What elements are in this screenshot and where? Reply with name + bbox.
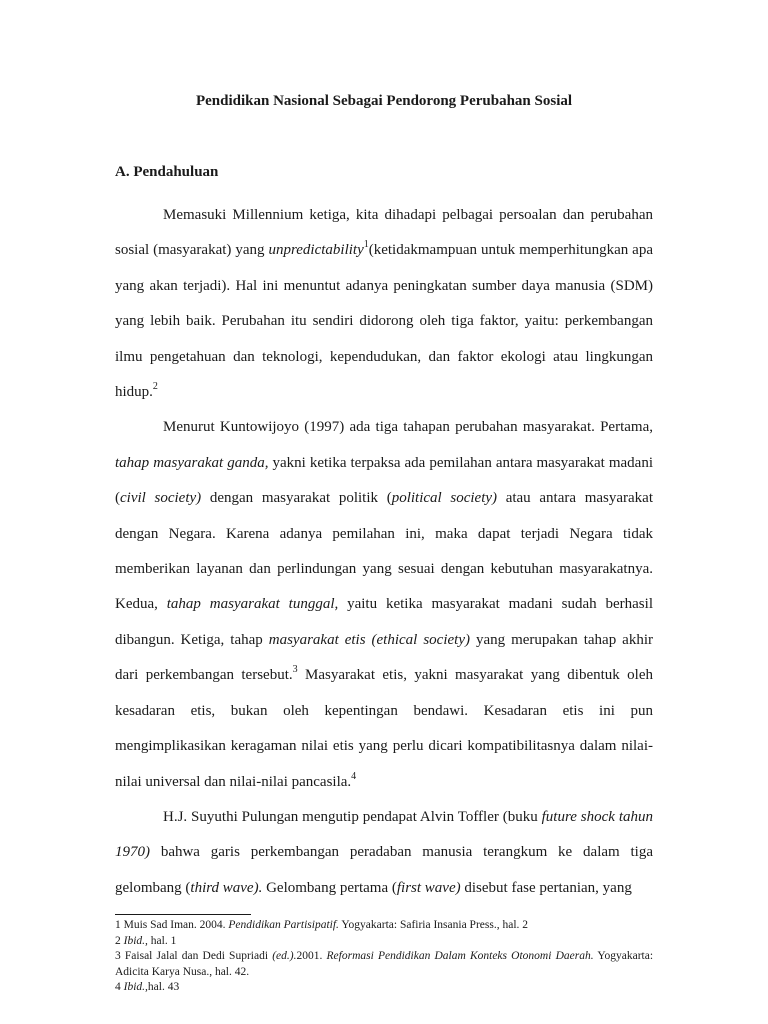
- italic-term: masyarakat etis (ethical society): [268, 631, 470, 648]
- italic-term: tahap masyarakat ganda,: [115, 454, 269, 471]
- text-run: H.J. Suyuthi Pulungan mengutip pendapat Alvin Toffler (buku: [163, 808, 542, 825]
- footnote-ref-1[interactable]: 1: [363, 239, 369, 251]
- italic-title: (ed.).: [272, 950, 297, 962]
- text-run: dengan masyarakat politik (: [201, 490, 392, 507]
- footnote-separator: [115, 914, 251, 915]
- text-run: Masyarakat etis, yakni masyarakat yang dibentuk oleh kesadaran etis, bukan oleh kepentingan bendawi. Kesadaran etis ini pun mengimplikasikan keragaman nilai etis yang perlu dicari kompatibilitasnya dalam nilai-nilai universal dan nilai-nilai pancasila.: [115, 667, 653, 790]
- text-run: 3 Faisal Jalal dan Dedi Supriadi: [115, 950, 273, 962]
- italic-title: Pendidikan Partisipatif.: [228, 919, 339, 931]
- paragraph-3: [115, 800, 653, 906]
- italic-term: civil society): [120, 490, 202, 507]
- italic-term: tahap masyarakat tunggal,: [166, 596, 339, 613]
- italic-term: third wave).: [190, 879, 263, 896]
- text-run: 1 Muis Sad Iman. 2004.: [115, 919, 229, 931]
- document-page: [115, 0, 653, 1024]
- text-run: atau antara masyarakat dengan Negara. Karena adanya pemilahan ini, maka dapat terjadi Negara tidak memberikan layanan dan perlindungan yang sesuai dengan kebutuhan masyarakatnya. Kedua,: [115, 490, 653, 613]
- footnotes: [115, 918, 653, 996]
- italic-title: Ibid.,: [123, 934, 148, 947]
- text-run: 2001.: [296, 950, 327, 962]
- text-run: bahwa garis perkembangan peradaban manusia terangkum ke dalam tiga gelombang (: [115, 844, 653, 896]
- footnote-1: [115, 918, 653, 934]
- text-run: Yogyakarta: Adicita Karya Nusa., hal. 42.: [115, 950, 654, 978]
- text-run: (ketidakmampuan untuk memperhitungkan apa yang akan terjadi). Hal ini menuntut adanya peningkatan sumber daya manusia (SDM) yang lebih baik. Perubahan itu sendiri didorong oleh tiga faktor, yaitu: perkembangan ilmu pengetahuan dan teknologi, kependudukan, dan faktor ekologi atau lingkungan hidup.: [115, 242, 653, 401]
- italic-title: Ibid.,: [123, 981, 148, 993]
- text-run: yang merupakan tahap akhir dari perkembangan tersebut.: [115, 631, 653, 684]
- italic-term: unpredictability: [268, 242, 364, 259]
- paragraph-2: [115, 410, 653, 799]
- italic-term: political society): [391, 490, 498, 507]
- footnote-3: [115, 949, 653, 980]
- footnote-2: [115, 934, 653, 950]
- body-text: [115, 198, 653, 906]
- text-run: Menurut Kuntowijoyo (1997) ada tiga tahapan perubahan masyarakat. Pertama,: [163, 419, 653, 436]
- footnote-ref-3[interactable]: 3: [292, 664, 298, 676]
- text-run: yakni ketika terpaksa ada pemilahan antara masyarakat madani (: [115, 454, 653, 507]
- text-run: yaitu ketika masyarakat madani sudah berhasil dibangun. Ketiga, tahap: [115, 596, 653, 648]
- text-run: Yogyakarta: Safiria Insania Press., hal. 2: [338, 919, 529, 931]
- paragraph-1: [115, 198, 653, 410]
- text-run: disebut fase pertanian, yang: [460, 879, 632, 896]
- text-run: Memasuki Millennium ketiga, kita dihadapi pelbagai persoalan dan perubahan sosial (masyarakat) yang: [115, 207, 653, 259]
- italic-term: future shock tahun 1970): [115, 808, 653, 861]
- footnote-ref-2[interactable]: 2: [152, 381, 158, 393]
- italic-term: first wave): [396, 879, 461, 896]
- text-run: Gelombang pertama (: [262, 879, 397, 896]
- text-run: 4: [115, 981, 124, 993]
- section-heading: A. Pendahuluan: [115, 164, 219, 180]
- text-run: 2: [115, 934, 124, 947]
- footnote-4: [115, 980, 653, 996]
- italic-title: Reformasi Pendidikan Dalam Konteks Otonomi Daerah.: [326, 950, 594, 962]
- footnote-ref-4[interactable]: 4: [351, 770, 357, 782]
- text-run: hal. 43: [147, 981, 180, 993]
- page-title: Pendidikan Nasional Sebagai Pendorong Perubahan Sosial: [195, 93, 573, 109]
- text-run: hal. 1: [147, 934, 177, 947]
